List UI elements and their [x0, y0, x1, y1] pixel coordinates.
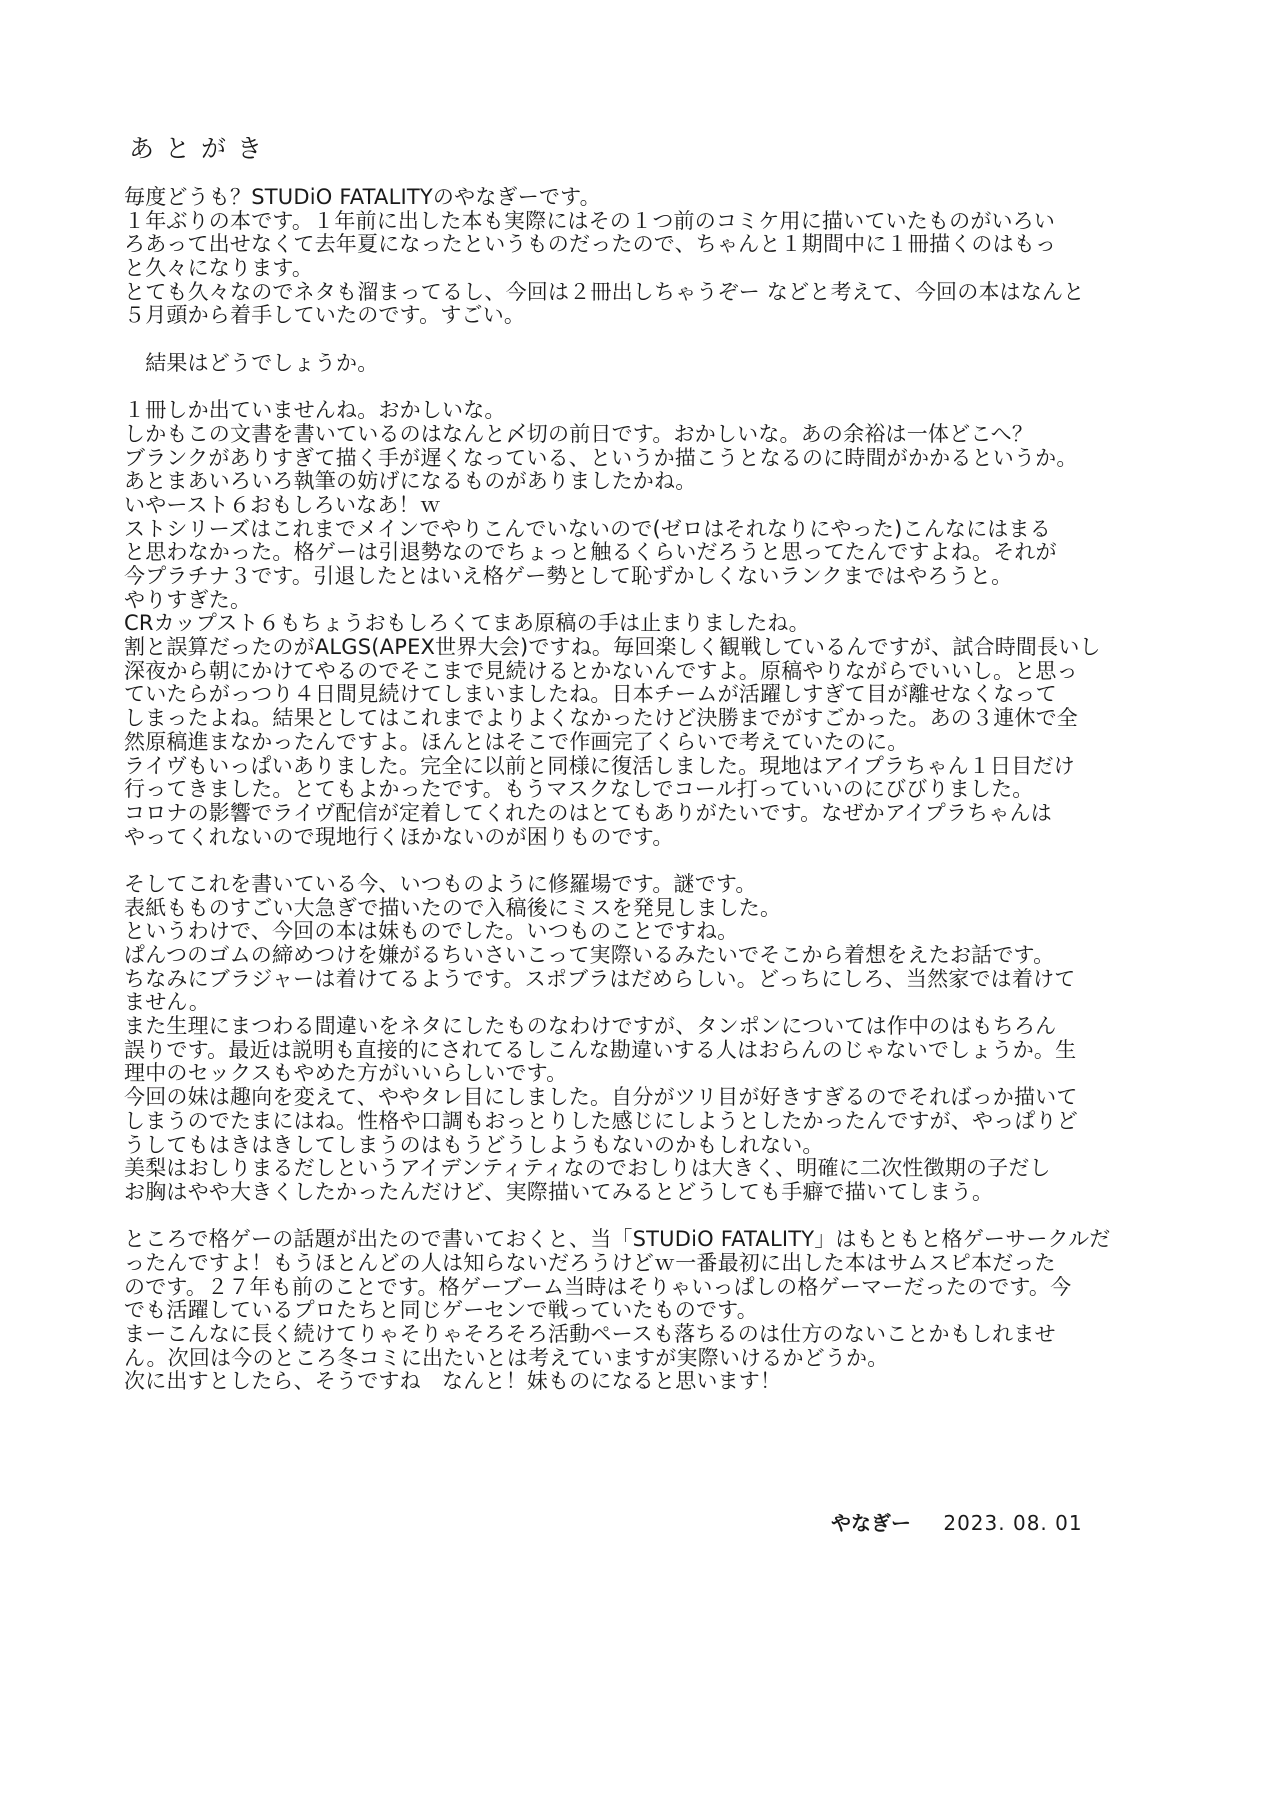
text-line: 今回の妹は趣向を変えて、ややタレ目にしました。自分がツリ目が好きすぎるのでそればっか描いて: [124, 1085, 1078, 1110]
text-line: ていたらがっつり４日間見続けてしまいましたね。日本チームが活躍しすぎて目が離せなくなって: [124, 682, 1057, 707]
text-line: ところで格ゲーの話題が出たので書いておくと、当「STUDiO FATALITY」はもともと格ゲーサークルだ: [124, 1227, 1111, 1252]
paragraph-spacer: [124, 328, 1164, 352]
text-line: ん。次回は今のところ冬コミに出たいとは考えていますが実際いけるかどうか。: [124, 1345, 889, 1370]
text-line: ストシリーズはこれまでメインでやりこんでいないので(ゼロはそれなりにやった)こんなにはまる: [124, 516, 1051, 541]
text-line: １冊しか出ていませんね。おかしいな。: [124, 398, 506, 423]
text-line: １年ぶりの本です。１年前に出した本も実際にはその１つ前のコミケ用に描いていたものがいろい: [124, 208, 1056, 233]
signature: [831, 1513, 1083, 1533]
text-line: ろあって出せなくて去年夏になったというものだったので、ちゃんと１期間中に１冊描くのはもっ: [124, 232, 1057, 257]
text-line: ぱんつのゴムの締めつけを嫌がるちいさいこって実際いるみたいでそこから着想をえたお話です。: [124, 943, 1055, 967]
page-title: あとがき: [129, 134, 274, 163]
text-line: とても久々なのでネタも溜まってるし、今回は２冊出しちゃうぞー などと考えて、今回の本はなんと: [124, 279, 1085, 304]
text-line: CRカップスト６もちょうおもしろくてまあ原稿の手は止まりましたね。: [124, 611, 810, 636]
paragraph-spacer: [124, 1205, 1164, 1229]
text-line: うしてもはきはきしてしまうのはもうどうしようもないのかもしれない。: [124, 1132, 824, 1157]
text-line: やってくれないので現地行くほかないのが困りものです。: [124, 824, 674, 849]
text-line: 毎度どうも？STUDiO FATALITYのやなぎーです。: [124, 185, 601, 209]
signature-date: 2023. 08. 01: [943, 1511, 1083, 1535]
text-line: 然原稿進まなかったんですよ。ほんとはそこで作画完了くらいで考えていたのに。: [124, 729, 909, 754]
afterword-body: [124, 186, 1164, 1394]
text-line: また生理にまつわる間違いをネタにしたものなわけですが、タンポンについては作中のはもちろん: [124, 1014, 1057, 1039]
text-line: 行ってきました。とてもよかったです。もうマスクなしでコール打っていいのにびびりました。: [124, 777, 1034, 802]
text-line: ません。: [124, 990, 211, 1015]
text-line: 結果はどうでしょうか。: [124, 350, 379, 375]
text-line: いやースト６おもしろいなあ！ｗ: [124, 492, 441, 517]
text-line: のです。２７年も前のことです。格ゲーブーム当時はそりゃいっぱしの格ゲーマーだったのです。今: [124, 1274, 1072, 1299]
author-name: やなぎー: [831, 1511, 911, 1535]
text-line: ライヴもいっぱいありました。完全に以前と同様に復活しました。現地はアイプラちゃん１日目だけ: [124, 753, 1075, 778]
text-line: 理中のセックスもやめた方がいいらしいです。: [124, 1061, 568, 1086]
text-line: と思わなかった。格ゲーは引退勢なのでちょっと触るくらいだろうと思ってたんですよね。それが: [124, 540, 1057, 565]
text-line: しかもこの文書を書いているのはなんと〆切の前日です。おかしいな。あの余裕は一体どこへ？: [124, 421, 1034, 446]
text-line: 美梨はおしりまるだしというアイデンティティなのでおしりは大きく、明確に二次性徴期の子だし: [124, 1156, 1051, 1181]
text-line: コロナの影響でライヴ配信が定着してくれたのはとてもありがたいです。なぜかアイプラちゃんは: [124, 800, 1052, 825]
text-line: 深夜から朝にかけてやるのでそこまで見続けるとかないんですよ。原稿やりながらでいいし。と思っ: [124, 658, 1078, 683]
text-line: というわけで、今回の本は妹ものでした。いつものことですね。: [124, 919, 739, 944]
text-line: でも活躍しているプロたちと同じゲーセンで戦っていたものです。: [124, 1298, 758, 1323]
text-line: しまったよね。結果としてはこれまでよりよくなかったけど決勝までがすごかった。あの３連休で全: [124, 706, 1078, 731]
text-line: 今プラチナ３です。引退したとはいえ格ゲー勢として恥ずかしくないランクまではやろうと。: [124, 564, 1013, 588]
text-line: そしてこれを書いている今、いつものように修羅場です。謎です。: [124, 871, 757, 896]
text-line: 誤りです。最近は説明も直接的にされてるしこんな勘違いする人はおらんのじゃないでしょうか。生: [124, 1037, 1077, 1062]
text-line: ったんですよ！もうほとんどの人は知らないだろうけどｗ一番最初に出した本はサムスピ本だった: [124, 1250, 1056, 1275]
text-line: しまうのでたまにはね。性格や口調もおっとりした感じにしようとしたかったんですが、やっぱりど: [124, 1108, 1078, 1133]
text-line: ちなみにブラジャーは着けてるようです。スポブラはだめらしい。どっちにしろ、当然家では着けて: [124, 966, 1076, 991]
text-line: 次に出すとしたら、そうですね なんと！妹ものになると思います！: [124, 1369, 782, 1394]
text-line: やりすぎた。: [124, 587, 252, 612]
text-line: あとまあいろいろ執筆の妨げになるものがありましたかね。: [124, 469, 697, 494]
text-line: と久々になります。: [124, 256, 314, 281]
text-line: 表紙もものすごい大急ぎで描いたので入稿後にミスを発見しました。: [124, 895, 782, 920]
paragraph-spacer: [124, 376, 1164, 400]
text-line: まーこんなに長く続けてりゃそりゃそろそろ活動ペースも落ちるのは仕方のないことかもしれませ: [124, 1322, 1056, 1346]
text-line: 割と誤算だったのがALGS(APEX世界大会)ですね。毎回楽しく観戦しているんですが、試合時間長いし: [124, 635, 1101, 660]
text-line: ブランクがありすぎて描く手が遅くなっている、というか描こうとなるのに時間がかかるというか。: [124, 445, 1078, 470]
text-line: お胸はやや大きくしたかったんだけど、実際描いてみるとどうしても手癖で描いてしまう。: [124, 1179, 994, 1204]
paragraph-spacer: [124, 849, 1164, 873]
text-line: ５月頭から着手していたのです。すごい。: [124, 303, 526, 328]
